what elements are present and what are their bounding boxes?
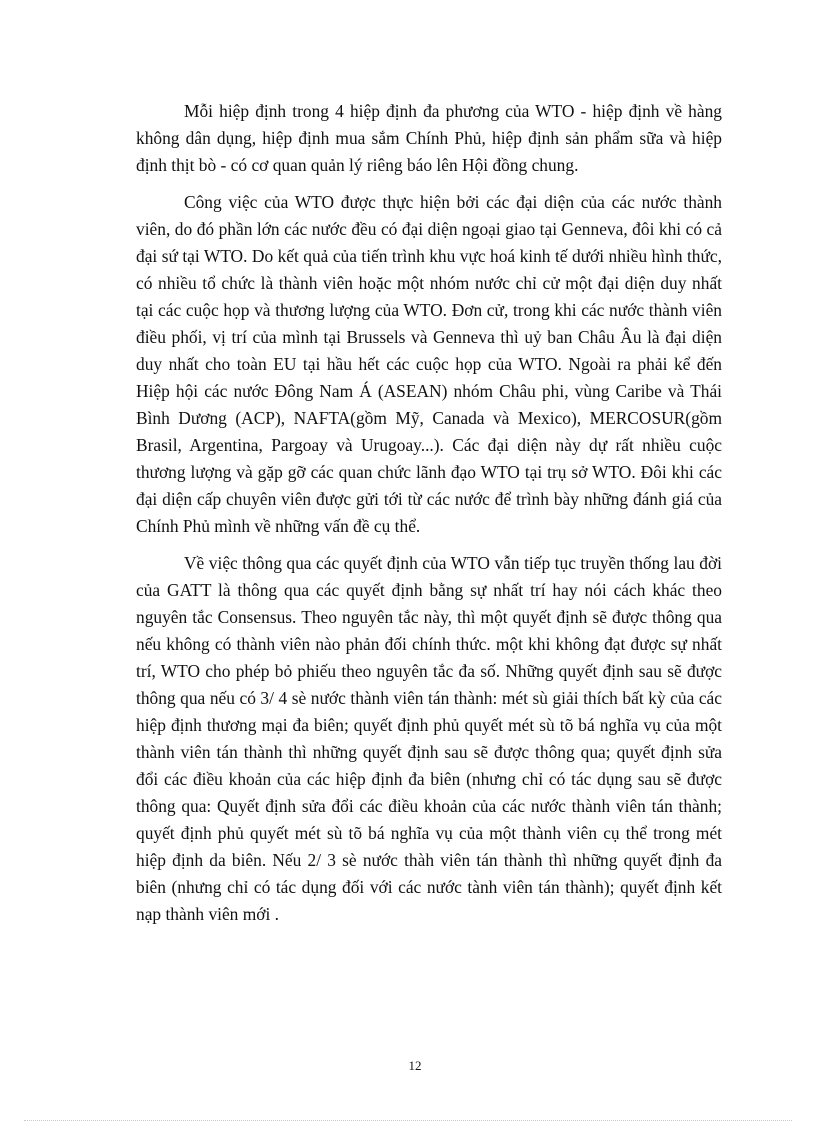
- paragraph-decision-making: Về việc thông qua các quyết định của WTO vẫn tiếp tục truyền thống lau đời của GATT là thông qua các quyết định bằng sự nhất trí hay nói cách khác theo nguyên tắc Consensus. Theo nguyên tắc này, thì một quyết định sẽ được thông qua nếu không có thành viên nào phản đối chính thức. một khi không đạt được sự nhất trí, WTO cho phép bỏ phiếu theo nguyên tắc đa số. Những quyết định sau sẽ được thông qua nếu có 3/ 4 sè nước thành viên tán thành: mét sù giải thích bất kỳ của các hiệp định thương mại đa biên; quyết định phủ quyết mét sù tõ bá nghĩa vụ của một thành viên tán thành thì những quyết định sau sẽ được thông qua; quyết định sửa đổi các điều khoản của các hiệp định đa biên (nhưng chỉ có tác dụng sau sẽ được thông qua: Quyết định sửa đổi các điều khoản của các nước thành viên tán thành; quyết định phủ quyết mét sù tõ bá nghĩa vụ của một thành viên cụ thể trong mét hiệp định da biên. Nếu 2/ 3 sè nước thàh viên tán thành thì những quyết định đa biên (nhưng chỉ có tác dụng đối với các nước tành viên tán thành); quyết định kết nạp thành viên mới .: [136, 553, 722, 924]
- paragraph-member-representation: Công việc của WTO được thực hiện bởi các đại diện của các nước thành viên, do đó phần lớn các nước đều có đại diện ngoại giao tại Genneva, đôi khi có cả đại sứ tại WTO. Do kết quả của tiến trình khu vực hoá kinh tế dưới nhiều hình thức, có nhiều tổ chức là thành viên hoặc một nhóm nước chỉ cử một đại diện duy nhất tại các cuộc họp và thương lượng của WTO. Đơn cử, trong khi các nước thành viên điều phối, vị trí của mình tại Brussels và Genneva thì uỷ ban Châu Âu là đại diện duy nhất cho toàn EU tại hầu hết các cuộc họp của WTO. Ngoài ra phải kể đến Hiệp hội các nước Đông Nam Á (ASEAN) nhóm Châu phi, vùng Caribe và Thái Bình Dương (ACP), NAFTA(gồm Mỹ, Canada và Mexico), MERCOSUR(gồm Brasil, Argentina, Pargoay và Urugoay...). Các đại diện này dự rất nhiều cuộc thương lượng và gặp gỡ các quan chức lãnh đạo WTO tại trụ sở WTO. Đôi khi các đại diện cấp chuyên viên được gửi tới từ các nước để trình bày những đánh giá của Chính Phủ mình về những vấn đề cụ thể.: [136, 192, 722, 536]
- page-bottom-divider: [24, 1120, 792, 1121]
- body-text: [136, 98, 722, 938]
- paragraph-plurilateral-agreements: Mỗi hiệp định trong 4 hiệp định đa phương của WTO - hiệp định về hàng không dân dụng, hiệp định mua sắm Chính Phủ, hiệp định sản phẩm sữa và hiệp định thịt bò - có cơ quan quản lý riêng báo lên Hội đồng chung.: [136, 101, 722, 175]
- page-number: 12: [408, 1058, 422, 1073]
